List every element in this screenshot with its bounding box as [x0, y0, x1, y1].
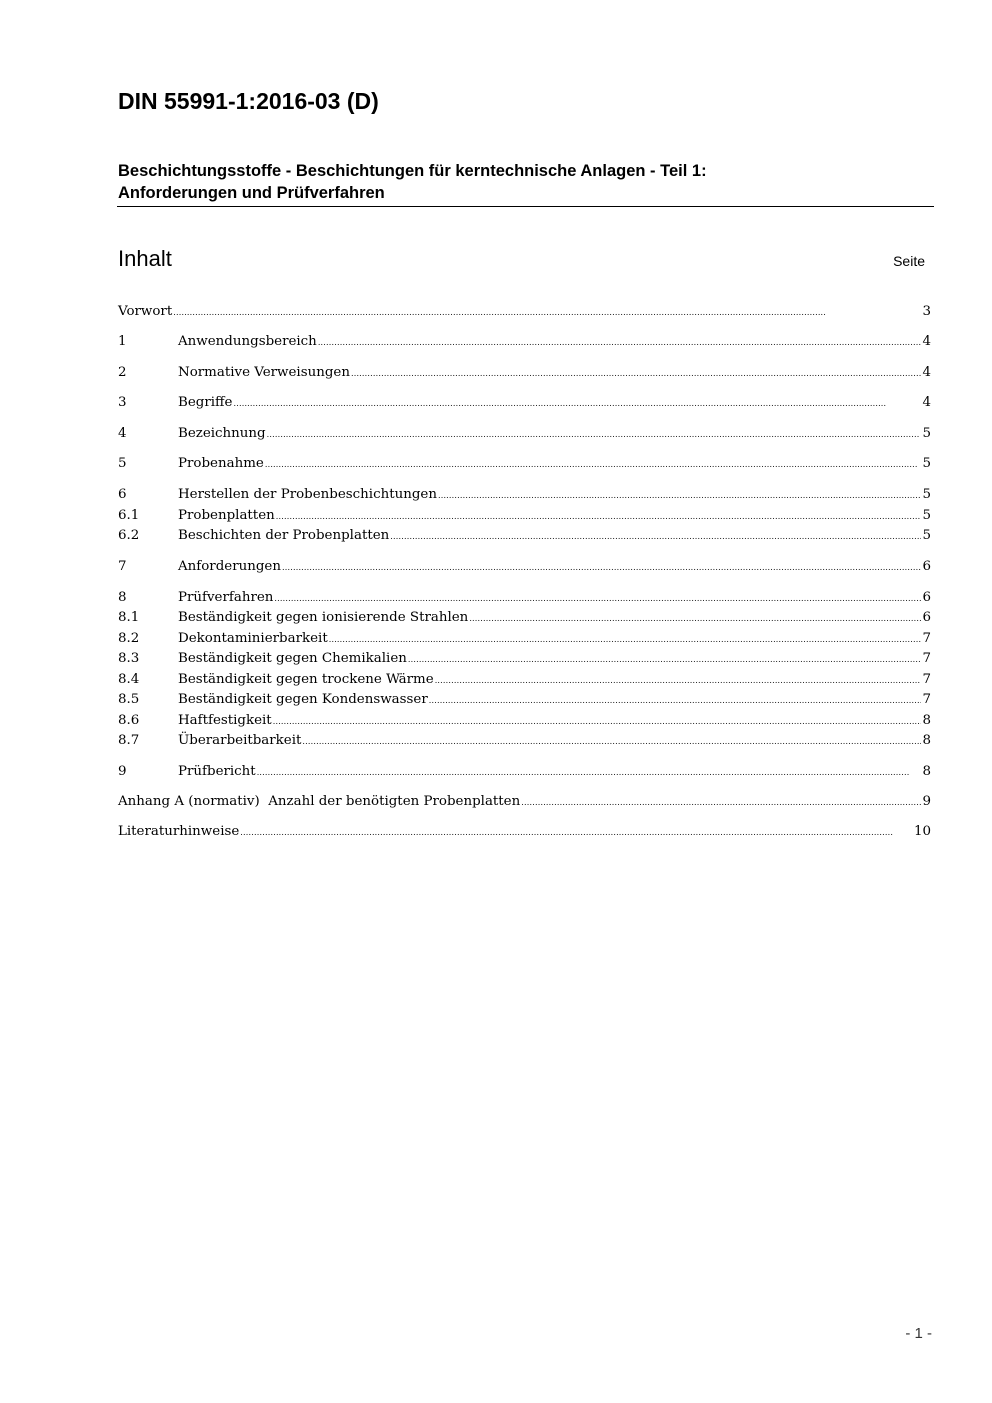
toc-entry[interactable] [118, 332, 931, 352]
toc-entry[interactable] [118, 393, 931, 413]
toc-entry-number: 7 [118, 559, 127, 574]
toc-entry-label: Überarbeitbarkeit [178, 733, 302, 748]
toc-leader-dots [276, 506, 922, 527]
toc-entry-page: 8 [922, 713, 931, 728]
document-id: DIN 55991-1:2016-03 (D) [118, 88, 379, 114]
toc-entry-label: Probenplatten [178, 508, 275, 523]
toc-leader-dots [408, 649, 922, 670]
toc-leader-dots [351, 363, 922, 384]
toc-entry[interactable] [118, 670, 931, 690]
toc-leader-dots [240, 822, 913, 843]
toc-leader-dots [173, 302, 921, 323]
toc-entry-page: 5 [922, 456, 931, 471]
toc-leader-dots [273, 711, 922, 732]
toc-leader-dots [282, 557, 921, 578]
toc-entry-label: Prüfverfahren [178, 590, 274, 605]
toc-entry-label: Bezeichnung [178, 426, 266, 441]
document-title-line-2: Anforderungen und Prüfverfahren [118, 184, 385, 202]
toc-entry-label: Beständigkeit gegen ionisierende Strahlen [178, 610, 469, 625]
toc-leader-dots [265, 454, 922, 475]
toc-entry-number: 8.2 [118, 631, 140, 646]
title-divider [117, 206, 934, 207]
toc-entry[interactable] [118, 506, 931, 526]
toc-entry-label: Beständigkeit gegen trockene Wärme [178, 672, 434, 687]
toc-entry-page: 8 [922, 733, 931, 748]
toc-entry-label: Normative Verweisungen [178, 365, 350, 380]
toc-entry-number: 6.2 [118, 528, 140, 543]
toc-entry[interactable] [118, 526, 931, 546]
toc-leader-dots [274, 588, 921, 609]
toc-entry-number: 8.5 [118, 692, 140, 707]
toc-entry-label: Prüfbericht [178, 764, 256, 779]
page-column-label: Seite [893, 253, 925, 269]
toc-entry[interactable] [118, 557, 931, 577]
toc-entry-page: 7 [922, 672, 931, 687]
toc-entry[interactable] [118, 629, 931, 649]
document-title [118, 160, 934, 204]
toc-entry-label: Vorwort [118, 304, 173, 319]
toc-entry[interactable] [118, 454, 931, 474]
toc-leader-dots [521, 792, 921, 813]
toc-entry[interactable] [118, 690, 931, 710]
toc-leader-dots [267, 424, 922, 445]
toc-entry[interactable] [118, 731, 931, 751]
toc-entry-page: 4 [922, 334, 931, 349]
toc-entry-number: 8 [118, 590, 127, 605]
toc-entry-label: Beständigkeit gegen Chemikalien [178, 651, 407, 666]
toc-entry-number: 8.7 [118, 733, 140, 748]
toc-entry[interactable] [118, 485, 931, 505]
toc-entry-page: 7 [922, 651, 931, 666]
toc-entry-page: 7 [922, 692, 931, 707]
document-title-line-1: Beschichtungsstoffe - Beschichtungen für kerntechnische Anlagen - Teil 1: [118, 162, 707, 180]
toc-entry[interactable] [118, 588, 931, 608]
toc-entry-label: Probenahme [178, 456, 264, 471]
toc-entry-number: 5 [118, 456, 127, 471]
toc-entry-number: 6 [118, 487, 127, 502]
page-number: - 1 - [905, 1325, 932, 1342]
toc-entry-label: Beschichten der Probenplatten [178, 528, 390, 543]
toc-entry[interactable] [118, 302, 931, 322]
toc-heading: Inhalt [118, 246, 172, 271]
toc-leader-dots [329, 629, 922, 650]
toc-entry-label: Begriffe [178, 395, 233, 410]
toc-entry-number: 8.1 [118, 610, 140, 625]
toc-entry[interactable] [118, 608, 931, 628]
toc-entry-page: 3 [922, 304, 931, 319]
toc-entry-page: 6 [922, 559, 931, 574]
toc-entry-page: 4 [922, 395, 931, 410]
toc-entry-page: 8 [922, 764, 931, 779]
toc-leader-dots [257, 762, 922, 783]
toc-entry-number: 9 [118, 764, 127, 779]
toc-entry-page: 9 [922, 794, 931, 809]
toc-entry-number: 4 [118, 426, 127, 441]
toc-leader-dots [469, 608, 921, 629]
toc-entry-label: Anwendungsbereich [178, 334, 317, 349]
toc-leader-dots [318, 332, 922, 353]
toc-leader-dots [438, 485, 922, 506]
toc-entry-page: 7 [922, 631, 931, 646]
toc-entry-number: 2 [118, 365, 127, 380]
toc-entry[interactable] [118, 822, 931, 842]
toc-entry-number: 8.6 [118, 713, 140, 728]
toc-entry[interactable] [118, 762, 931, 782]
toc-entry-page: 5 [922, 528, 931, 543]
toc-entry[interactable] [118, 649, 931, 669]
toc-entry-label: Dekontaminierbarkeit [178, 631, 328, 646]
toc-entry-number: 8.4 [118, 672, 140, 687]
toc-entry[interactable] [118, 424, 931, 444]
toc-entry-number: 3 [118, 395, 127, 410]
toc-entry-page: 6 [922, 610, 931, 625]
toc-entry[interactable] [118, 711, 931, 731]
toc-entry-label: Literaturhinweise [118, 824, 240, 839]
toc-leader-dots [435, 670, 922, 691]
toc-leader-dots [390, 526, 921, 547]
toc-leader-dots [233, 393, 921, 414]
toc-entry[interactable] [118, 792, 931, 812]
toc-entry[interactable] [118, 363, 931, 383]
toc-entry-page: 5 [922, 487, 931, 502]
toc-entry-number: 8.3 [118, 651, 140, 666]
toc-entry-number: 1 [118, 334, 127, 349]
toc-entry-label: Anforderungen [178, 559, 281, 574]
toc-entry-page: 4 [922, 365, 931, 380]
toc-entry-page: 10 [913, 824, 931, 839]
toc-entry-label: Beständigkeit gegen Kondenswasser [178, 692, 428, 707]
toc-entry-page: 6 [922, 590, 931, 605]
toc-entry-label: Herstellen der Probenbeschichtungen [178, 487, 437, 502]
toc-entry-page: 5 [922, 426, 931, 441]
toc-entry-page: 5 [922, 508, 931, 523]
toc-leader-dots [302, 731, 921, 752]
toc-entry-label: Anhang A (normativ) Anzahl der benötigten Probenplatten [118, 794, 521, 809]
toc-entry-label: Haftfestigkeit [178, 713, 272, 728]
toc-entry-number: 6.1 [118, 508, 140, 523]
toc-leader-dots [429, 690, 922, 711]
